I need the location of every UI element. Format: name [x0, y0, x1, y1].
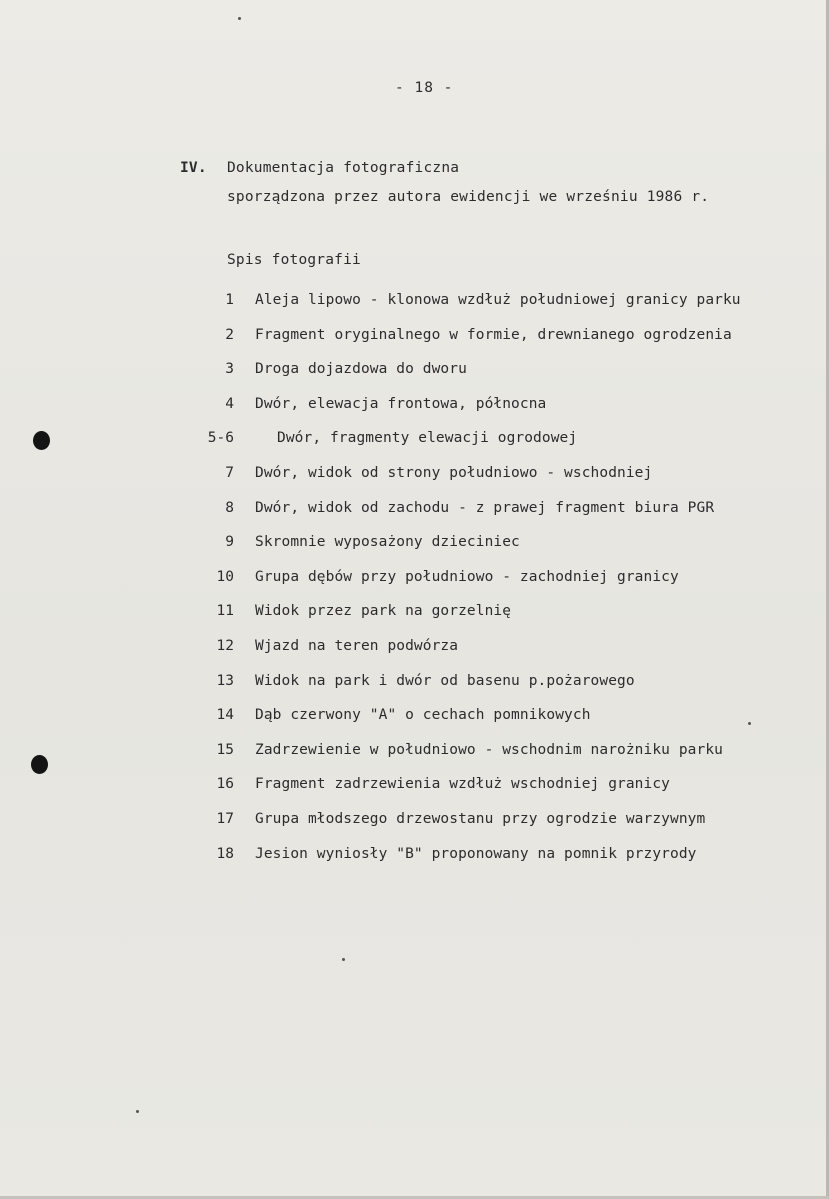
photo-description: Dwór, widok od zachodu - z prawej fragment biura PGR: [255, 500, 715, 516]
section-title: Dokumentacja fotograficzna: [227, 160, 460, 176]
photo-description: Fragment zadrzewienia wzdłuż wschodniej granicy: [255, 776, 670, 792]
photo-number: 17: [216, 811, 234, 827]
photo-number: 12: [216, 638, 234, 654]
photo-description: Dwór, widok od strony południowo - wschodniej: [255, 465, 653, 481]
photo-number: 11: [216, 603, 234, 619]
photo-description: Zadrzewienie w południowo - wschodnim narożniku parku: [255, 742, 723, 758]
photo-number: 8: [225, 500, 234, 516]
photo-number: 18: [216, 846, 234, 862]
paper-speck: [238, 17, 241, 20]
photo-number: 15: [216, 742, 234, 758]
punch-hole-bottom: [31, 755, 48, 774]
photo-description: Grupa dębów przy południowo - zachodniej granicy: [255, 569, 679, 585]
photo-number: 10: [216, 569, 234, 585]
photo-description: Widok przez park na gorzelnię: [255, 603, 512, 619]
photo-description: Aleja lipowo - klonowa wzdłuż południowej granicy parku: [255, 292, 741, 308]
photo-description: Dwór, fragmenty elewacji ogrodowej: [277, 430, 578, 446]
photo-description: Fragment oryginalnego w formie, drewnianego ogrodzenia: [255, 327, 732, 343]
paper-speck: [342, 958, 345, 961]
list-heading: Spis fotografii: [227, 252, 361, 268]
photo-number: 3: [225, 361, 234, 377]
photo-description: Grupa młodszego drzewostanu przy ogrodzie warzywnym: [255, 811, 706, 827]
photo-number: 13: [216, 673, 234, 689]
photo-description: Dwór, elewacja frontowa, północna: [255, 396, 547, 412]
paper-speck: [136, 1110, 139, 1113]
photo-description: Dąb czerwony "A" o cechach pomnikowych: [255, 707, 591, 723]
section-subtitle: sporządzona przez autora ewidencji we wrześniu 1986 r.: [227, 189, 710, 205]
photo-description: Widok na park i dwór od basenu p.pożarowego: [255, 673, 635, 689]
photo-number: 9: [225, 534, 234, 550]
photo-number: 7: [225, 465, 234, 481]
photo-description: Wjazd na teren podwórza: [255, 638, 459, 654]
photo-number: 1: [225, 292, 234, 308]
photo-number: 5-6: [207, 430, 234, 446]
photo-number: 2: [225, 327, 234, 343]
paper-speck: [748, 722, 751, 725]
punch-hole-top: [33, 431, 50, 450]
photo-description: Droga dojazdowa do dworu: [255, 361, 467, 377]
photo-number: 4: [225, 396, 234, 412]
page-number: - 18 -: [395, 80, 454, 96]
photo-description: Jesion wyniosły "B" proponowany na pomnik przyrody: [255, 846, 697, 862]
photo-number: 16: [216, 776, 234, 792]
photo-number: 14: [216, 707, 234, 723]
photo-description: Skromnie wyposażony dzieciniec: [255, 534, 520, 550]
section-numeral: IV.: [180, 160, 207, 176]
